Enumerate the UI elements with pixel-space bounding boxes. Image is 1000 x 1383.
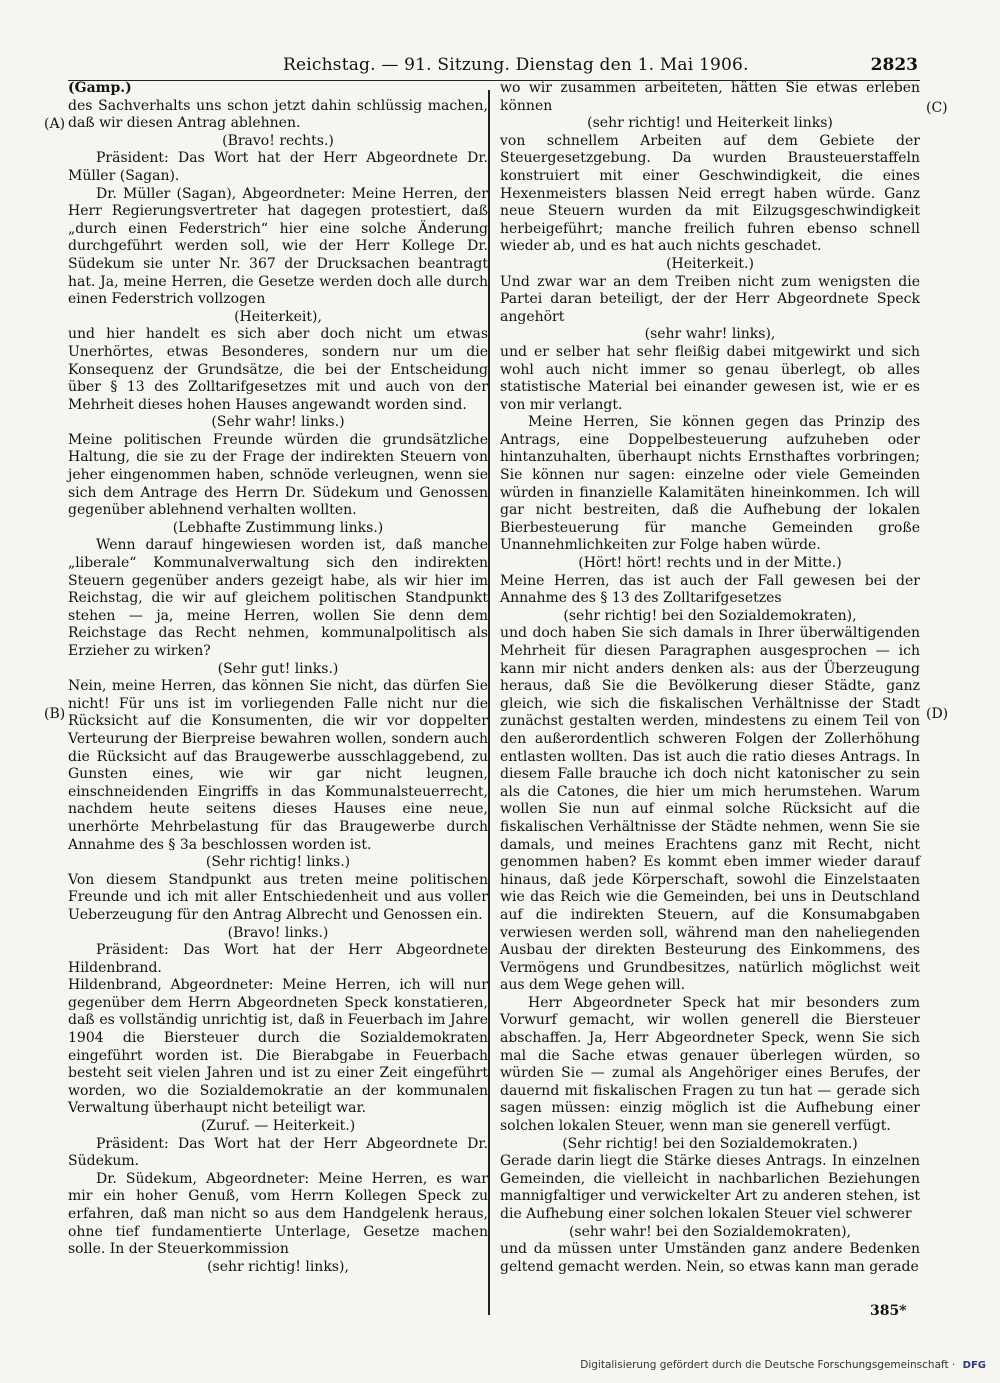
speech-paragraph: und da müssen unter Umständen ganz andere Bedenken geltend gemacht werden. Nein, so etwas kann man gerade: [500, 1241, 920, 1275]
digitization-footer: [580, 1359, 986, 1371]
speech-paragraph: Dr. Müller (Sagan), Abgeordneter: Meine Herren, der Herr Regierungsvertreter hat dagegen protestiert, daß „durch einen Federstrich“ hier eine solche Änderung durchgeführt werden soll, wie der Herr Kollege Dr. Südekum sie unter Nr. 367 der Drucksachen beantragt hat. Ja, meine Herren, die Gesetze werden doch alle durch einen Federstrich vollzogen: [68, 185, 488, 308]
footer-text: Digitalisierung gefördert durch die Deutsche Forschungsgemeinschaft ·: [580, 1359, 956, 1371]
interjection: (sehr wahr! bei den Sozialdemokraten),: [568, 1223, 852, 1240]
margin-marker-d: (D): [926, 706, 949, 722]
speech-paragraph: von schnellem Arbeiten auf dem Gebiete der Steuergesetzgebung. Da wurden Brausteuerstaffeln konstruiert mit einer Geschwindigkeit, die eines Hexenmeisters blassen Neid erregt haben würde. Ganz neue Steuern wurden da mit Eilzugsgeschwindigkeit herbeigeführt; manche freilich fuhren ebenso schnell wieder ab, und es hat auch nichts geschadet.: [500, 132, 920, 255]
speech-paragraph: Herr Abgeordneter Speck hat mir besonders zum Vorwurf gemacht, wir wollen generell die Biersteuer abschaffen. Ja, Herr Abgeordneter Speck, wenn Sie sich mal die Sache etwas genauer überlegen würden, so würden Sie — zumal als Angehöriger eines Berufes, der dauernd mit fiskalischen Fragen zu tun hat — gerade sich sagen müssen: einzig möglich ist die Aufhebung einer solchen lokalen Steuer, wenn man sie generell verfügt.: [500, 994, 920, 1135]
interjection: (Sehr richtig! links.): [205, 854, 351, 871]
speech-paragraph: Nein, meine Herren, das können Sie nicht, das dürfen Sie nicht! Für uns ist im vorliegenden Falle nicht nur die Rücksicht auf die Konsumenten, die wir vor doppelter Verteurung der Bierpreise bewahren wollen, sondern auch die Rücksicht auf das Braugewerbe ausschlaggebend, zu Gunsten eines, wie wir gar nicht leugnen, einschneidenden Eingriffs in das Kommunalsteuerrecht, nachdem heute seitens dieses Hauses eine neue, unerhörte Mehrbelastung für das Braugewerbe durch Annahme des § 3a beschlossen worden ist.: [68, 678, 488, 853]
speech-paragraph: und er selber hat sehr fleißig dabei mitgewirkt und sich wohl auch nicht immer so genau überlegt, ob alles statistische Material bei einander gewesen ist, wie er es von mir verlangt.: [500, 343, 920, 413]
interjection: (Lebhafte Zustimmung links.): [172, 519, 384, 536]
speech-paragraph: und hier handelt es sich aber doch nicht um etwas Unerhörtes, etwas Besonderes, sondern nur um die Konsequenz der Grundsätze, die bei der Entscheidung über § 13 des Zolltarifgesetzes mit und auch von der Mehrheit dieses hohen Hauses angewandt worden sind.: [68, 326, 488, 413]
president-remark: Präsident: Das Wort hat der Herr Abgeordnete Dr. Müller (Sagan).: [68, 150, 488, 184]
margin-marker-b: (B): [44, 706, 66, 722]
right-column: [500, 80, 920, 1276]
interjection: (Heiterkeit),: [234, 308, 322, 325]
speech-paragraph: Von diesem Standpunkt aus treten meine politischen Freunde und ich mit aller Entschiedenheit und aus voller Ueberzeugung für den Antrag Albrecht und Genossen ein.: [68, 871, 488, 923]
signature-mark: 385*: [870, 1303, 907, 1319]
interjection: (Sehr richtig! bei den Sozialdemokraten.): [562, 1135, 858, 1152]
interjection: (Zuruf. — Heiterkeit.): [200, 1118, 356, 1135]
interjection: (Bravo! links.): [227, 924, 329, 941]
speech-paragraph: Meine Herren, Sie können gegen das Prinzip des Antrags, eine Doppelbesteuerung aufzuheben oder hintanzuhalten, überhaupt nichts Ernsthaftes vorbringen; Sie können nur sagen: einzelne oder viele Gemeinden würden in finanzielle Kalamitäten hineinkommen. Ich will gar nicht bestreiten, daß die Aufhebung der lokalen Bierbesteuerung für manche Gemeinden große Unannehmlichkeiten zur Folge haben würde.: [500, 414, 920, 554]
speaker-continued: (Gamp.): [68, 80, 132, 96]
page-number: 2823: [870, 55, 918, 75]
speech-paragraph: Gerade darin liegt die Stärke dieses Antrags. In einzelnen Gemeinden, die vielleicht in nachbarlichen Beziehungen mannigfaltiger und verwickelter Art zu anderen stehen, ist die Aufhebung einer solchen lokalen Steuer viel schwerer: [500, 1153, 920, 1222]
dfg-logo: DFG: [962, 1360, 986, 1371]
speech-paragraph: Wenn darauf hingewiesen worden ist, daß manche „liberale“ Kommunalverwaltung sich den indirekten Steuern gegenüber anders gezeigt habe, als wir hier im Reichstag, die wir auf gleichem politischen Standpunkt stehen — ja, meine Herren, wollen Sie denn dem Reichstage das Recht nehmen, kommunalpolitisch als Erzieher zu wirken?: [68, 537, 488, 659]
running-title: Reichstag. — 91. Sitzung. Dienstag den 1. Mai 1906.: [283, 55, 749, 75]
speech-paragraph: Und zwar war an dem Treiben nicht zum wenigsten die Partei daran beteiligt, der der Herr Abgeordnete Speck angehört: [500, 273, 920, 325]
speech-paragraph: Dr. Südekum, Abgeordneter: Meine Herren, es war mir ein hoher Genuß, vom Herrn Kollegen Speck zu erfahren, daß man nicht so aus dem Handgelenk heraus, ohne tief fundamentierte Unterlage, Gesetze machen solle. In der Steuerkommission: [68, 1170, 488, 1258]
speech-paragraph: Meine Herren, das ist auch der Fall gewesen bei der Annahme des § 13 des Zolltarifgesetzes: [500, 572, 920, 607]
interjection: (Sehr gut! links.): [217, 660, 339, 677]
margin-marker-a: (A): [44, 116, 66, 132]
president-remark: Präsident: Das Wort hat der Herr Abgeordnete Hildenbrand.: [68, 942, 488, 976]
paragraph: des Sachverhalts uns schon jetzt dahin schlüssig machen, daß wir diesen Antrag ablehnen.: [68, 97, 488, 132]
left-column: [68, 80, 488, 1276]
interjection: (Hört! hört! rechts und in der Mitte.): [578, 555, 842, 572]
column-divider: [488, 90, 490, 1315]
speech-paragraph: Hildenbrand, Abgeordneter: Meine Herren, ich will nur gegenüber dem Herrn Abgeordneten Speck konstatieren, daß es vollständig unrichtig ist, daß in Feuerbach im Jahre 1904 die Biersteuer durch die Sozialdemokraten eingeführt worden ist. Die Bierabgabe in Feuerbach besteht seit vielen Jahren und ist zu einer Zeit eingeführt worden, wo die Sozialdemokratie an der kommunalen Verwaltung überhaupt nicht beteiligt war.: [68, 977, 488, 1117]
president-remark: Präsident: Das Wort hat der Herr Abgeordnete Dr. Südekum.: [68, 1135, 488, 1170]
interjection: (Heiterkeit.): [666, 255, 754, 272]
interjection: (Bravo! rechts.): [222, 132, 334, 149]
margin-marker-c: (C): [926, 100, 948, 116]
interjection: (sehr richtig! bei den Sozialdemokraten),: [563, 607, 857, 624]
interjection: (sehr wahr! links),: [644, 326, 776, 343]
page-header: [68, 50, 920, 81]
speech-paragraph: Meine politischen Freunde würden die grundsätzliche Haltung, die sie zu der Frage der indirekten Steuern von jeher eingenommen haben, schnöde verleugnen, wenn sie sich dem Antrage des Herrn Dr. Südekum und Genossen gegenüber ablehnend verhalten wollten.: [68, 431, 488, 519]
interjection: (sehr richtig! links),: [207, 1258, 349, 1275]
speech-paragraph: und doch haben Sie sich damals in Ihrer überwältigenden Mehrheit für diesen Paragraphen ausgesprochen — ich kann mir nicht anders denken als: aus der Überzeugung heraus, daß Sie die Bevölkerung dieser Städte, ganz gleich, wie sich die fiskalischen Verhältnisse der Stadt zunächst gestalten werden, mindestens zu einem Teil von den außerordentlich schweren Folgen der Zollerhöhung entlasten wollten. Das ist auch die ratio dieses Antrags. In diesem Falle brauche ich doch nicht katonischer zu sein als die Catones, die hier um mich herumstehen. Warum wollen Sie nun auf einmal solche Rücksicht auf die fiskalischen Verhältnisse der Städte nehmen, wenn Sie sie damals, und meines Erachtens ganz mit Recht, nicht genommen haben? Es kommt eben immer wieder darauf hinaus, daß jede Körperschaft, sowohl die Einzelstaaten wie das Reich wie die Gemeinden, bei uns in Deutschland auf die indirekten Steuern, auf die Konsumabgaben verwiesen werden soll, während man den naheliegenden Ausbau der direkten Besteurung des Einkommens, des Vermögens und Grundbesitzes, natürlich möglichst weit aus dem Wege gehen will.: [500, 625, 920, 994]
speech-paragraph: wo wir zusammen arbeiteten, hätten Sie etwas erleben können: [500, 80, 920, 114]
interjection: (Sehr wahr! links.): [211, 414, 345, 431]
interjection: (sehr richtig! und Heiterkeit links): [587, 115, 833, 132]
